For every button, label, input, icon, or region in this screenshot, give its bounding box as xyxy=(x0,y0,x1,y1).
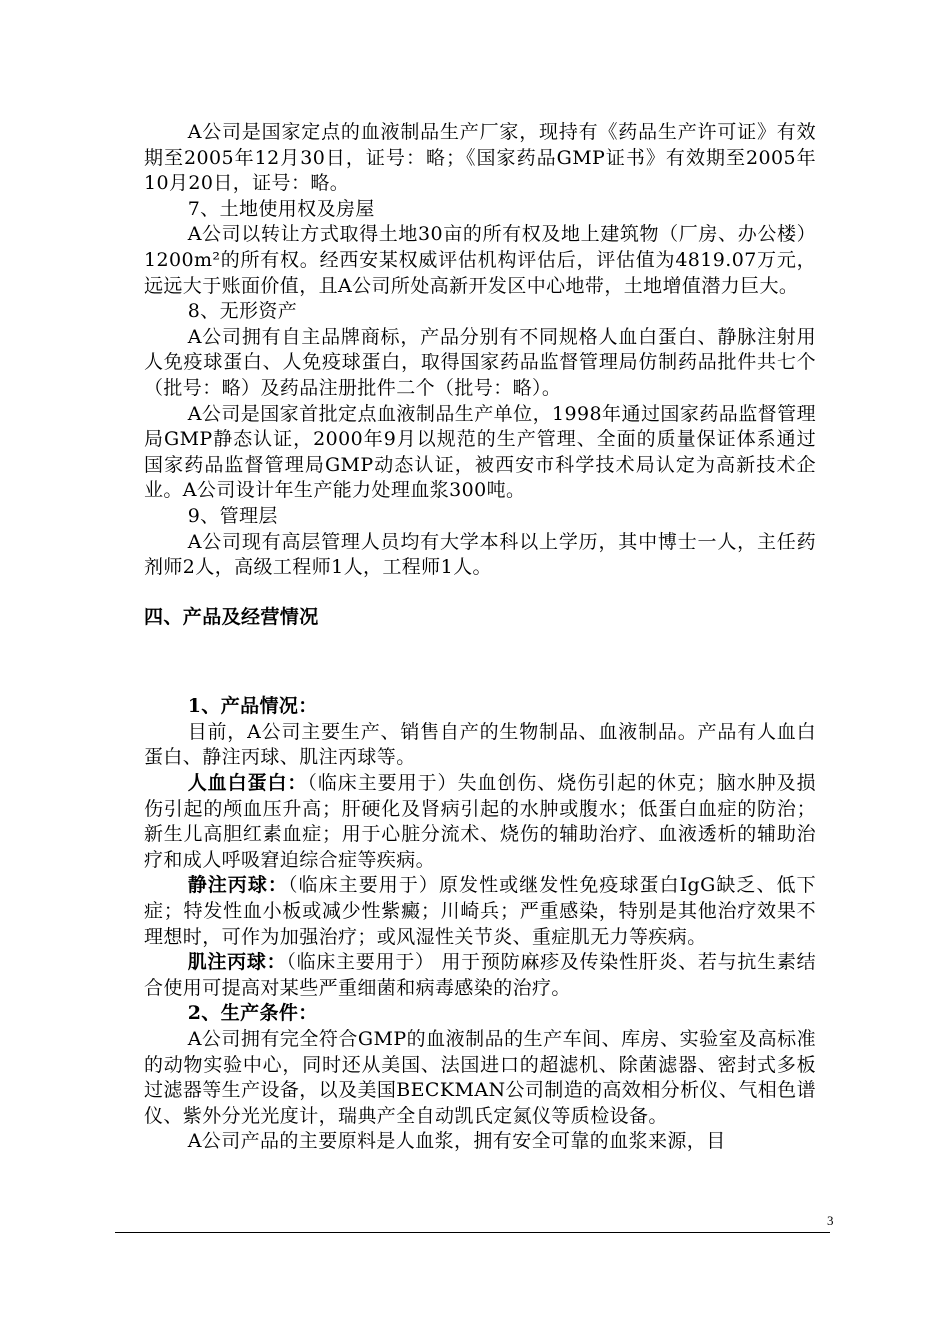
product-name: 肌注丙球： xyxy=(187,951,287,974)
item-heading-intangible: 8、无形资产 xyxy=(187,300,298,323)
product-albumin xyxy=(144,771,816,873)
product-description: （临床主要用于）失血创伤、烧伤引起的休克；脑水肿及损伤引起的颅血压升高；肝硬化及肾病引起的水肿或腹水；低蛋白血症的防治；新生儿高胆红素血症；用于心脏分流术、烧伤的辅助治疗、血液透析的辅助治疗和成人呼吸窘迫综合症等疾病。 xyxy=(144,772,817,871)
paragraph-products-intro: 目前，A公司主要生产、销售自产的生物制品、血液制品。产品有人血白蛋白、静注丙球、肌注丙球等。 xyxy=(144,720,816,769)
paragraph-trademark: A公司拥有自主品牌商标，产品分别有不同规格人血白蛋白、静脉注射用人免疫球蛋白、人免疫球蛋白，取得国家药品监督管理局仿制药品批件共七个（批号：略）及药品注册批件二个（批号：略）。 xyxy=(144,325,816,399)
product-description: （临床主要用于） 用于预防麻疹及传染性肝炎、若与抗生素结合使用可提高对某些严重细菌和病毒感染的治疗。 xyxy=(144,951,816,999)
page-number: 3 xyxy=(827,1213,834,1228)
item-heading-management: 9、管理层 xyxy=(187,504,278,527)
subheading-products: 1、产品情况： xyxy=(187,695,318,718)
product-ivig xyxy=(144,873,816,950)
product-img xyxy=(144,950,816,1001)
document-body xyxy=(144,120,816,1155)
paragraph-certification: A公司是国家首批定点血液制品生产单位，1998年通过国家药品监督管理局GMP静态认证，2000年9月以规范的生产管理、全面的质量保证体系通过国家药品监督管理局GMP动态认证，被西安市科学技术局认定为高新技术企业。A公司设计年生产能力处理血浆300吨。 xyxy=(144,402,816,502)
subheading-production: 2、生产条件： xyxy=(187,1002,318,1025)
product-name: 静注丙球： xyxy=(187,874,288,897)
paragraph-management: A公司现有高层管理人员均有大学本科以上学历，其中博士一人，主任药剂师2人，高级工程师1人，工程师1人。 xyxy=(144,530,816,579)
product-name: 人血白蛋白： xyxy=(187,772,308,795)
product-description: （临床主要用于）原发性或继发性免疫球蛋白IgG缺乏、低下症；特发性血小板或减少性紫癜；川崎兵；严重感染，特别是其他治疗效果不理想时，可作为加强治疗；或风湿性关节炎、重症肌无力等疾病。 xyxy=(144,874,816,948)
paragraph-land: A公司以转让方式取得土地30亩的所有权及地上建筑物（厂房、办公楼）1200m²的所有权。经西安某权威评估机构评估后，评估值为4819.07万元，远远大于账面价值，且A公司所处高新开发区中心地带，土地增值潜力巨大。 xyxy=(144,223,816,297)
paragraph-equipment: A公司拥有完全符合GMP的血液制品的生产车间、库房、实验室及高标准的动物实验中心，同时还从美国、法国进口的超滤机、除菌滤器、密封式多板过滤器等生产设备，以及美国BECKMAN公司制造的高效相分析仪、气相色谱仪、紫外分光光度计，瑞典产全自动凯氏定氮仪等质检设备。 xyxy=(144,1028,816,1127)
paragraph-license: A公司是国家定点的血液制品生产厂家，现持有《药品生产许可证》有效期至2005年12月30日，证号：略；《国家药品GMP证书》有效期至2005年10月20日，证号：略。 xyxy=(144,121,816,195)
paragraph-raw-material: A公司产品的主要原料是人血浆，拥有安全可靠的血浆来源，目 xyxy=(187,1130,726,1153)
footer-divider xyxy=(115,1232,830,1233)
section-spacer xyxy=(144,630,816,694)
item-heading-land: 7、土地使用权及房屋 xyxy=(187,197,375,220)
section-heading: 四、产品及经营情况 xyxy=(144,605,319,628)
